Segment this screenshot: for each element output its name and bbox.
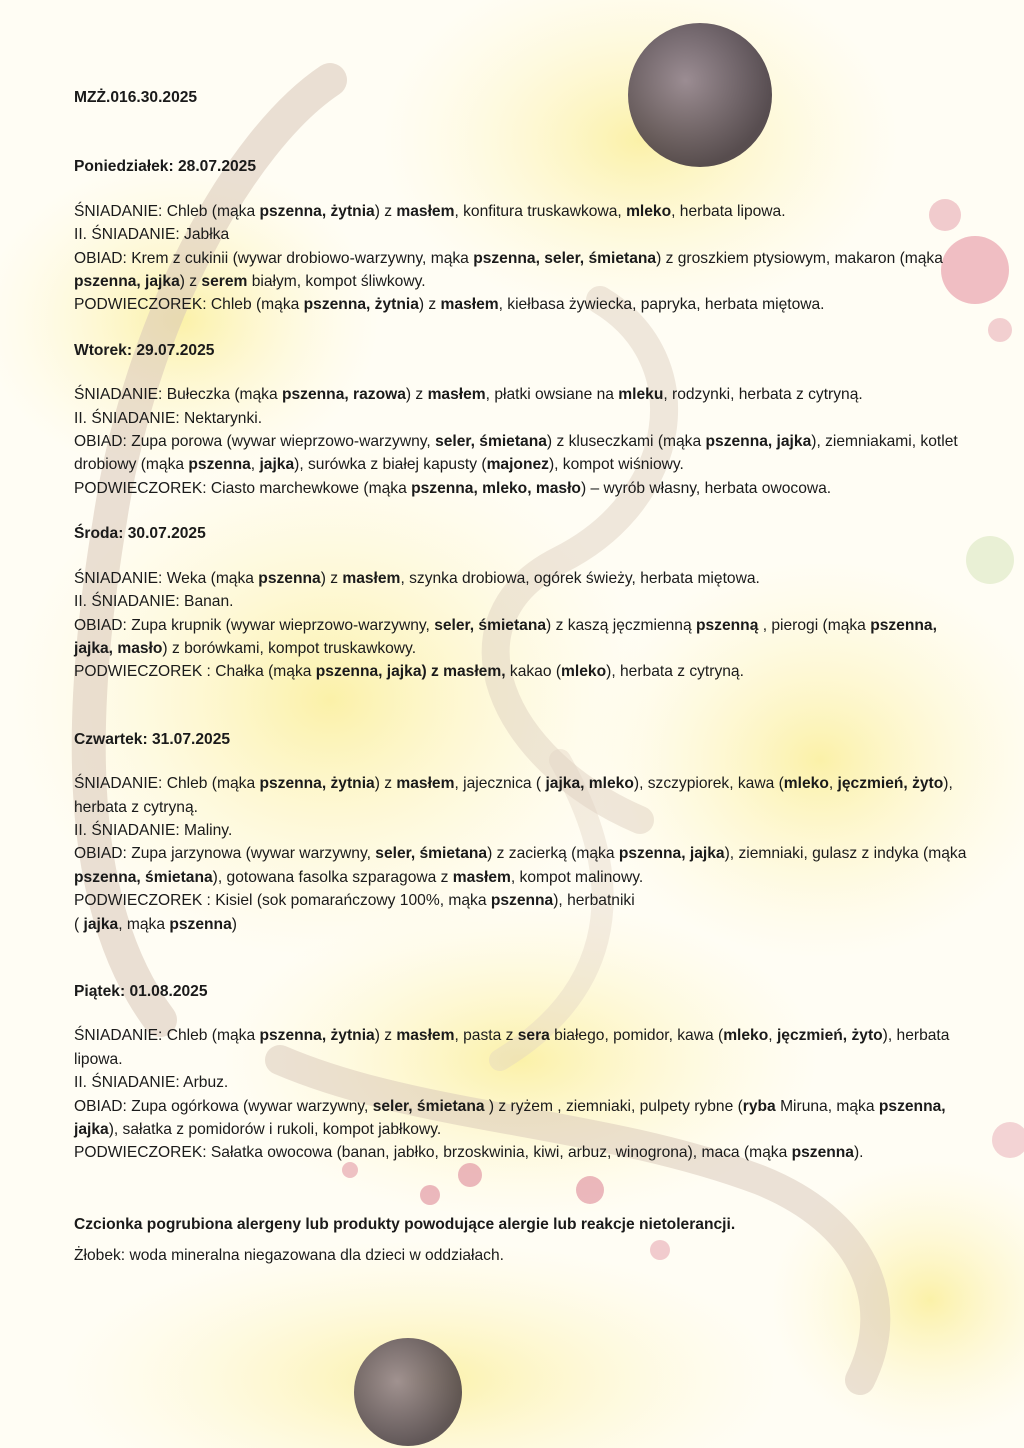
meal-text: , kompot malinowy. <box>510 868 644 886</box>
document-code: MZŻ.016.30.2025 <box>74 89 198 106</box>
meal-line <box>74 383 974 406</box>
meal-text: ŚNIADANIE: Chleb (mąka <box>74 202 260 220</box>
meal-text: II. ŚNIADANIE: Banan. <box>74 593 234 611</box>
allergen-text: ryba <box>742 1097 776 1115</box>
allergen-text: masłem <box>396 1027 455 1045</box>
meal-line <box>74 1095 974 1142</box>
meal-text: ), herbatniki <box>553 892 635 910</box>
allergen-text: pszenna, żytnia <box>259 202 375 220</box>
allergen-text: pszenna, jajka <box>618 845 725 863</box>
allergen-text: jajka, mleko <box>545 775 634 793</box>
allergen-text: pszenna, jajka) z masłem, <box>315 663 506 681</box>
allergen-text: masłem <box>396 775 455 793</box>
allergen-text: pszenna <box>188 456 251 474</box>
meal-line <box>74 430 974 477</box>
meal-text: , mąka <box>118 915 170 933</box>
meal-text: ), sałatka z pomidorów i rukoli, kompot jabłkowy. <box>108 1121 442 1138</box>
meal-text: ) z <box>418 296 441 314</box>
meal-text: ) z ryżem , ziemniaki, pulpety rybne ( <box>488 1097 743 1115</box>
meal-line <box>74 842 974 889</box>
allergen-text: pszenna, jajka <box>74 273 180 291</box>
menu-document <box>74 86 974 1268</box>
meal-text: , pierogi (mąka <box>758 616 871 634</box>
meal-text: OBIAD: Krem z cukinii (wywar drobiowo-warzywny, mąka <box>74 249 474 267</box>
meal-text: ŚNIADANIE: Weka (mąka <box>74 569 259 587</box>
meal-text: ŚNIADANIE: Chleb (mąka <box>74 775 260 793</box>
allergen-text: pszenną <box>695 616 759 634</box>
allergen-text: seler, śmietana <box>435 433 547 451</box>
meal-text: , płatki owsiane na <box>485 386 619 404</box>
meal-text: białego, pomidor, kawa ( <box>549 1027 724 1045</box>
section-spacer <box>74 706 974 728</box>
meal-line <box>74 772 974 819</box>
meal-text: , <box>250 456 260 474</box>
meal-text: , konfitura truskawkowa, <box>454 202 627 220</box>
allergen-text: masłem <box>427 386 486 404</box>
meal-text: ) z <box>374 1027 397 1045</box>
meal-line <box>74 407 974 430</box>
meal-text: ) z <box>320 569 343 587</box>
meal-text: kakao ( <box>505 663 562 681</box>
meal-line <box>74 1141 974 1164</box>
meal-line <box>74 477 974 500</box>
meal-text: , rodzynki, herbata z cytryną. <box>663 386 863 404</box>
meal-text: OBIAD: Zupa krupnik (wywar wieprzowo-warzywny, <box>74 616 435 634</box>
meal-text: OBIAD: Zupa jarzynowa (wywar warzywny, <box>74 845 376 863</box>
day-section <box>74 339 974 500</box>
meal-text: ) z zacierką (mąka <box>487 845 619 863</box>
meal-text: ) <box>231 915 237 933</box>
meal-text: ( <box>74 915 84 933</box>
allergen-text: mleko <box>783 775 829 793</box>
meal-text: II. ŚNIADANIE: Arbuz. <box>74 1074 229 1092</box>
day-section <box>74 980 974 1165</box>
allergen-text: pszenna, żytnia <box>259 775 375 793</box>
meal-text: ), herbata z cytryną. <box>74 775 953 816</box>
allergen-text: mleko <box>626 202 672 220</box>
meal-text: ) z <box>405 386 428 404</box>
meal-text: ), ziemniaki, gulasz z indyka (mąka <box>724 845 967 863</box>
meal-line <box>74 1024 974 1071</box>
allergen-text: pszenna, jajka, masło <box>74 616 937 657</box>
allergen-text: pszenna, jajka <box>705 433 812 451</box>
day-title: Czwartek: 31.07.2025 <box>74 730 231 748</box>
meal-text: , <box>768 1027 777 1045</box>
meal-text: , herbata lipowa. <box>671 202 786 220</box>
day-title: Wtorek: 29.07.2025 <box>74 341 215 359</box>
meal-text: ) z kluseczkami (mąka <box>546 433 706 451</box>
allergen-text: seler, śmietana <box>434 616 547 634</box>
meal-text: ), ziemniakami, kotlet drobiowy (mąka <box>74 433 958 474</box>
allergen-text: pszenna, mleko, masło <box>411 479 581 497</box>
meal-text: , jajecznica ( <box>454 775 546 793</box>
allergen-text: mleko <box>561 663 607 681</box>
days-list <box>74 155 974 1164</box>
allergen-text: pszenna, żytnia <box>303 296 419 314</box>
meal-line <box>74 660 974 683</box>
meal-text: PODWIECZOREK: Chleb (mąka <box>74 296 304 314</box>
meal-line <box>74 913 974 936</box>
day-section <box>74 155 974 316</box>
allergen-text: pszenna, razowa <box>281 386 406 404</box>
meal-text: II. ŚNIADANIE: Jabłka <box>74 226 230 244</box>
meal-text: OBIAD: Zupa ogórkowa (wywar warzywny, <box>74 1097 373 1115</box>
meal-line <box>74 247 974 294</box>
meal-text: II. ŚNIADANIE: Nektarynki. <box>74 409 263 427</box>
meal-text: , kiełbasa żywiecka, papryka, herbata miętowa. <box>498 296 825 314</box>
allergen-text: pszenna <box>169 915 232 933</box>
meal-text: ) z kaszą jęczmienną <box>546 616 696 634</box>
meal-text: ) z borówkami, kompot truskawkowy. <box>162 639 417 657</box>
allergen-text: pszenna <box>258 569 321 587</box>
meal-text: PODWIECZOREK: Ciasto marchewkowe (mąka <box>74 479 412 497</box>
meal-line <box>74 1071 974 1094</box>
meal-text: ) z <box>374 202 397 220</box>
day-title: Piątek: 01.08.2025 <box>74 982 208 1000</box>
allergen-text: masłem <box>440 296 499 314</box>
meal-text: ) – wyrób własny, herbata owocowa. <box>580 479 832 497</box>
allergen-text: jęczmień, żyto <box>776 1027 883 1045</box>
allergen-text: masłem <box>396 202 455 220</box>
meal-line <box>74 567 974 590</box>
meal-text: OBIAD: Zupa porowa (wywar wieprzowo-warzywny, <box>74 433 436 451</box>
allergen-text: masłem <box>452 868 511 886</box>
allergen-text: seler, śmietana <box>372 1097 489 1115</box>
water-note: Żłobek: woda mineralna niegazowana dla dzieci w oddziałach. <box>74 1247 504 1265</box>
meal-text: ŚNIADANIE: Bułeczka (mąka <box>74 386 282 404</box>
meal-text: ), szczypiorek, kawa ( <box>633 775 784 793</box>
meal-text: Miruna, mąka <box>775 1097 879 1115</box>
meal-text: ). <box>853 1144 864 1162</box>
meal-text: ), herbata z cytryną. <box>606 663 744 681</box>
meal-text: ) z groszkiem ptysiowym, makaron (mąka <box>656 249 943 267</box>
allergen-text: pszenna, seler, śmietana <box>473 249 657 267</box>
allergen-text: jęczmień, żyto <box>837 775 944 793</box>
meal-text: , szynka drobiowa, ogórek świeży, herbata miętowa. <box>400 569 760 587</box>
meal-text: ) z <box>374 775 397 793</box>
meal-line <box>74 200 974 223</box>
allergen-text: sera <box>517 1027 550 1045</box>
meal-text: ) z <box>179 273 202 291</box>
meal-line <box>74 590 974 613</box>
day-section <box>74 728 974 936</box>
allergen-text: mleko <box>723 1027 769 1045</box>
meal-line <box>74 614 974 661</box>
meal-text: , pasta z <box>454 1027 518 1045</box>
allergen-text: seler, śmietana <box>375 845 488 863</box>
allergen-text: pszenna, jajka <box>74 1097 946 1138</box>
day-section <box>74 522 974 683</box>
meal-text: , <box>828 775 838 793</box>
allergen-note: Czcionka pogrubiona alergeny lub produkty powodujące alergie lub reakcje nietolerancji. <box>74 1215 736 1233</box>
allergen-text: jajka <box>83 915 119 933</box>
day-title: Środa: 30.07.2025 <box>74 525 206 543</box>
meal-line <box>74 889 974 912</box>
meal-text: ), surówka z białej kapusty ( <box>294 456 487 474</box>
meal-text: ŚNIADANIE: Chleb (mąka <box>74 1027 260 1045</box>
meal-text: PODWIECZOREK : Chałka (mąka <box>74 663 316 681</box>
allergen-text: jajka <box>259 456 295 474</box>
allergen-text: serem <box>201 273 248 291</box>
allergen-text: pszenna <box>791 1144 854 1162</box>
meal-text: białym, kompot śliwkowy. <box>247 273 426 291</box>
meal-text: II. ŚNIADANIE: Maliny. <box>74 821 233 839</box>
allergen-text: mleku <box>618 386 664 404</box>
meal-line <box>74 223 974 246</box>
allergen-text: masłem <box>342 569 401 587</box>
meal-line <box>74 819 974 842</box>
day-title: Poniedziałek: 28.07.2025 <box>74 158 257 176</box>
meal-text: PODWIECZOREK : Kisiel (sok pomarańczowy 100%, mąka <box>74 892 491 910</box>
allergen-text: pszenna <box>490 892 554 910</box>
allergen-text: pszenna, żytnia <box>259 1027 375 1045</box>
meal-text: PODWIECZOREK: Sałatka owocowa (banan, jabłko, brzoskwinia, kiwi, arbuz, winogrona), maca (mąka <box>74 1144 792 1162</box>
allergen-text: pszenna, śmietana <box>74 868 213 886</box>
meal-text: ), herbata lipowa. <box>74 1027 950 1068</box>
meal-text: ), kompot wiśniowy. <box>548 456 684 474</box>
meal-text: ), gotowana fasolka szparagowa z <box>212 868 453 886</box>
allergen-text: majonez <box>486 456 549 474</box>
meal-line <box>74 293 974 316</box>
section-spacer <box>74 958 974 980</box>
